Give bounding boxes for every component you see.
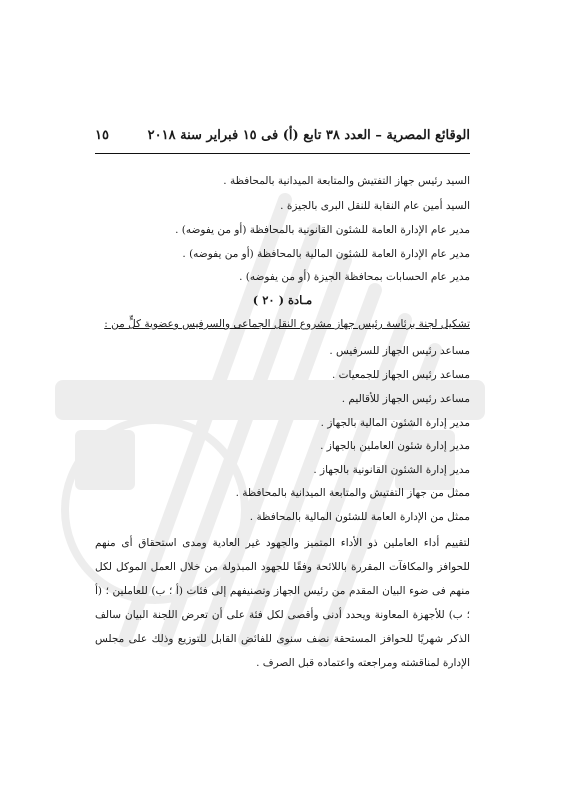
- member-line: مدير عام الإدارة العامة للشئون القانونية بالمحافظة (أو من يفوضه) .: [175, 224, 470, 236]
- committee-intro: تشكيل لجنة برئاسة رئيس جهاز مشروع النقل الجماعى والسرفيس وعضوية كلٍّ من :: [104, 318, 470, 330]
- page-header: [95, 128, 470, 150]
- committee-member: ممثل من جهاز التفتيش والمتابعة الميدانية بالمحافظة .: [235, 487, 470, 499]
- member-line: مدير عام الإدارة العامة للشئون المالية بالمحافظة (أو من يفوضه) .: [182, 248, 470, 260]
- member-line: مدير عام الحسابات بمحافظة الجيزة (أو من يفوضه) .: [239, 271, 470, 283]
- member-line: السيد أمين عام النقابة للنقل البرى بالجيزة .: [280, 200, 470, 212]
- committee-member: مساعد رئيس الجهاز للأقاليم .: [341, 393, 470, 405]
- committee-member: ممثل من الإدارة العامة للشئون المالية بالمحافظة .: [249, 511, 470, 523]
- closing-paragraph: لتقييم أداء العاملين ذو الأداء المتميز والجهود غير العادية ومدى استحقاق أى منهم للحوافز والمكافآت المقررة باللائحة وفقًا للجهود المبذولة من خلال العمل الموكل لكل منهم فى ضوء البيان المقدم من رئيس الجهاز وتصنيفهم إلى فئات (أ ؛ ب) للعاملين ؛ (أ ؛ ب) للأجهزة المعاونة ويحدد أدنى وأقصى لكل فئة على أن تعرض اللجنة البيان سالف الذكر شهريًا للحوافز المستحقة نصف سنوى للفائض القابل للتوزيع وذلك على مجلس الإدارة لمناقشته ومراجعته واعتماده قبل الصرف .: [95, 537, 470, 669]
- member-line: السيد رئيس جهاز التفتيش والمتابعة الميدانية بالمحافظة .: [223, 175, 470, 187]
- committee-member: مدير إدارة الشئون القانونية بالجهاز .: [313, 464, 470, 476]
- page-number: ١٥: [95, 128, 109, 143]
- committee-member: مدير إدارة شئون العاملين بالجهاز .: [320, 440, 470, 452]
- committee-member: مساعد رئيس الجهاز للسرفيس .: [329, 345, 470, 357]
- committee-member: مساعد رئيس الجهاز للجمعيات .: [331, 369, 470, 381]
- article-title: مـادة ( ٢٠ ): [252, 293, 313, 307]
- header-title: الوقائع المصرية – العدد ٣٨ تابع (أ) فى ١٥ فبراير سنة ٢٠١٨: [147, 128, 470, 143]
- committee-member: مدير إدارة الشئون المالية بالجهاز .: [320, 417, 470, 429]
- header-rule: [95, 153, 470, 154]
